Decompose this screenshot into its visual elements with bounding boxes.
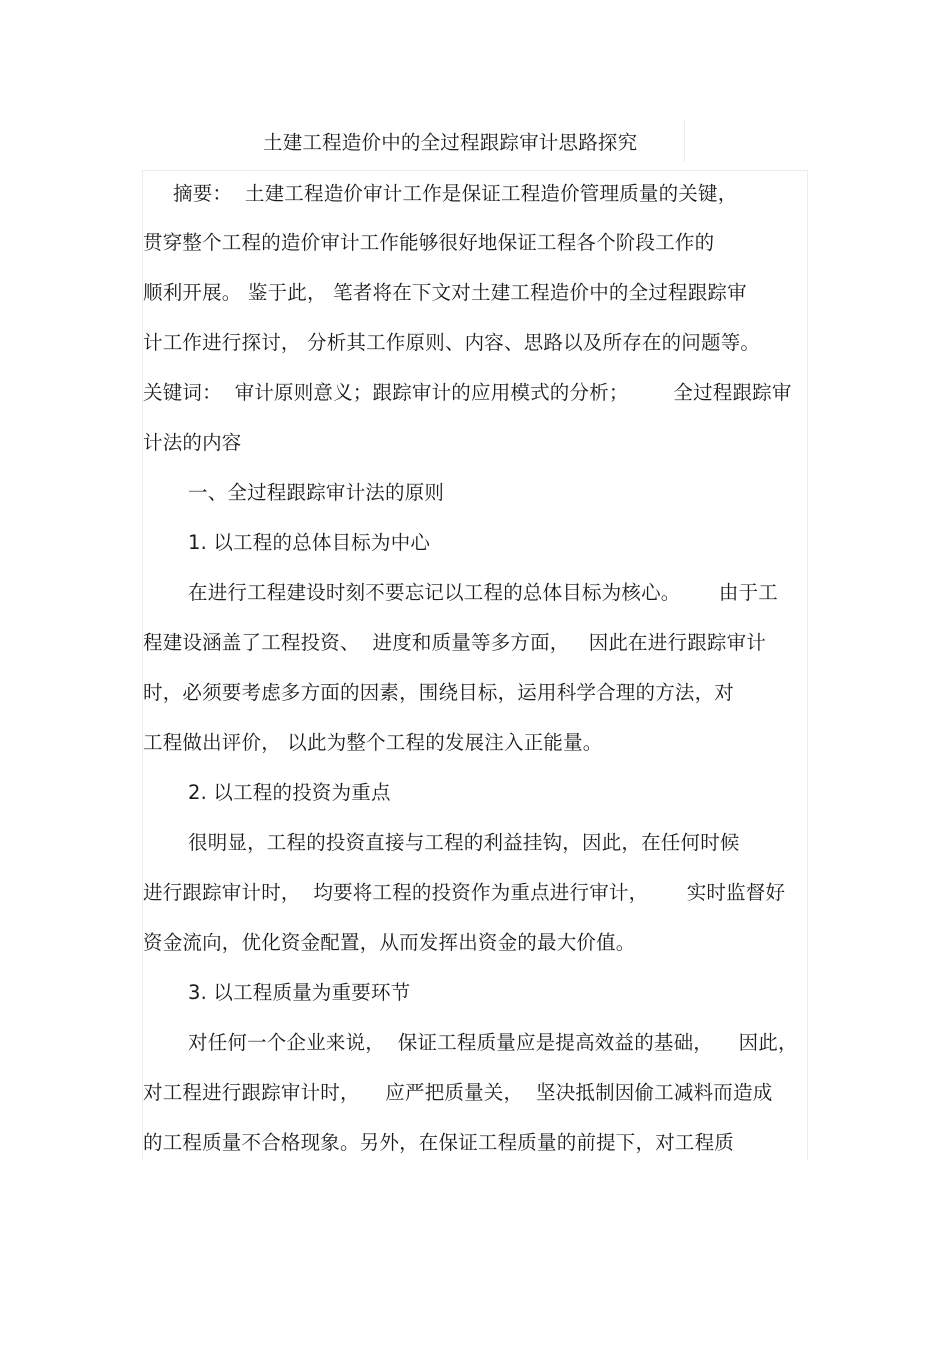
page-frame-right <box>807 170 808 1160</box>
title-rule <box>684 120 685 162</box>
paragraph-line: 时，必须要考虑多方面的因素，围绕目标，运用科学合理的方法，对 <box>143 681 735 704</box>
subheading-3: 3. 以工程质量为重要环节 <box>188 981 411 1004</box>
page-frame-left <box>142 170 143 1160</box>
abstract-line-3: 顺利开展。 鉴于此， 笔者将在下文对土建工程造价中的全过程跟踪审 <box>143 281 747 304</box>
page-frame-top <box>142 170 808 171</box>
keywords-line-2: 计法的内容 <box>143 431 242 454</box>
paragraph-line: 很明显，工程的投资直接与工程的利益挂钩，因此，在任何时候 <box>188 831 740 854</box>
paragraph-line: 程建设涵盖了工程投资、 进度和质量等多方面， 因此在进行跟踪审计 <box>143 631 766 654</box>
paragraph-line: 对工程进行跟踪审计时， 应严把质量关， 坚决抵制因偷工减料而造成 <box>143 1081 773 1104</box>
paragraph-line: 进行跟踪审计时， 均要将工程的投资作为重点进行审计， 实时监督好 <box>143 881 786 904</box>
paragraph-line: 工程做出评价， 以此为整个工程的发展注入正能量。 <box>143 731 603 754</box>
keywords-line-1: 关键词： 审计原则意义；跟踪审计的应用模式的分析； 全过程跟踪审 <box>143 381 792 404</box>
paragraph-line: 资金流向，优化资金配置，从而发挥出资金的最大价值。 <box>143 931 636 954</box>
subheading-1: 1. 以工程的总体目标为中心 <box>188 531 431 554</box>
abstract-line-2: 贯穿整个工程的造价审计工作能够很好地保证工程各个阶段工作的 <box>143 231 715 254</box>
paragraph-line: 的工程质量不合格现象。另外，在保证工程质量的前提下，对工程质 <box>143 1131 735 1154</box>
abstract-line-1: 摘要： 土建工程造价审计工作是保证工程造价管理质量的关键， <box>173 182 738 205</box>
paragraph-line: 对任何一个企业来说， 保证工程质量应是提高效益的基础， 因此， <box>188 1031 798 1054</box>
section-heading: 一、全过程跟踪审计法的原则 <box>188 481 445 504</box>
subheading-2: 2. 以工程的投资为重点 <box>188 781 391 804</box>
paragraph-line: 在进行工程建设时刻不要忘记以工程的总体目标为核心。 由于工 <box>188 581 778 604</box>
document-title: 土建工程造价中的全过程跟踪审计思路探究 <box>263 131 638 154</box>
abstract-line-4: 计工作进行探讨， 分析其工作原则、内容、思路以及所存在的问题等。 <box>143 331 761 354</box>
